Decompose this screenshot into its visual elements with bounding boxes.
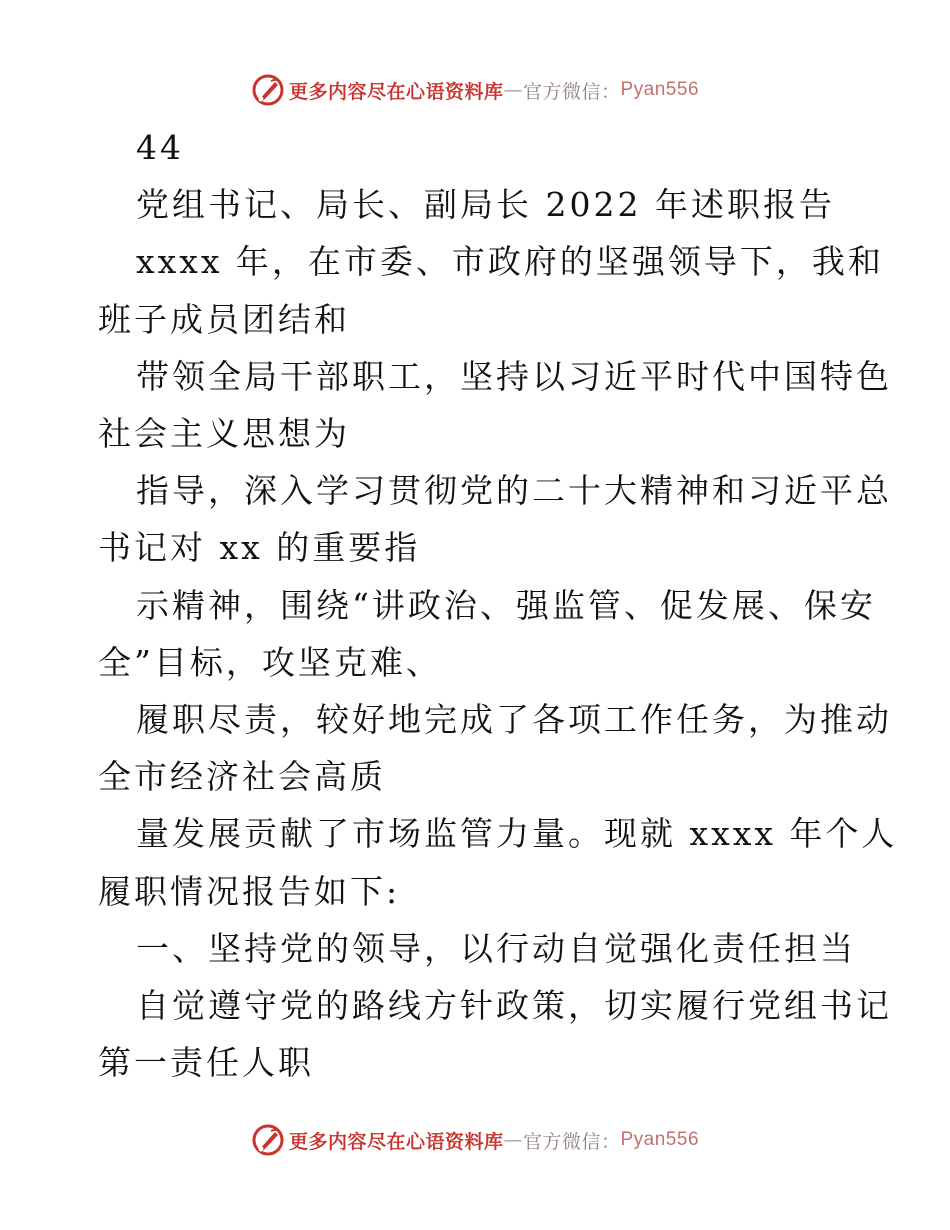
text-line: 党组书记、局长、副局长 2022 年述职报告 (136, 185, 835, 225)
text-line: 社会主义思想为 (98, 414, 350, 454)
separator: — (503, 1129, 523, 1151)
text-line: 自觉遵守党的路线方针政策，切实履行党组书记 (136, 986, 892, 1026)
text-line: 指导，深入学习贯彻党的二十大精神和习近平总 (136, 471, 892, 511)
text-line: 书记对 xx 的重要指 (98, 528, 421, 568)
wechat-id: Pyan556 (620, 79, 700, 100)
wechat-id: Pyan556 (620, 1129, 700, 1150)
wechat-label: 官方微信： (522, 1130, 621, 1153)
document-body (98, 119, 898, 1091)
promo-text: 更多内容尽在心语资料库 (288, 80, 504, 103)
text-line: 示精神，围绕“讲政治、强监管、促发展、保安 (136, 585, 876, 625)
text-line: xxxx 年，在市委、市政府的坚强领导下，我和 (136, 242, 884, 282)
text-line: 履职尽责，较好地完成了各项工作任务，为推动 (136, 700, 892, 740)
text-line: 全”目标，攻坚克难、 (98, 642, 442, 682)
text-line: 带领全局干部职工，坚持以习近平时代中国特色 (136, 356, 892, 396)
text-line: 第一责任人职 (98, 1043, 314, 1083)
text-line: 一、坚持党的领导，以行动自觉强化责任担当 (136, 928, 856, 968)
header-watermark (0, 70, 950, 110)
text-line: 44 (136, 128, 184, 167)
quill-logo-icon (251, 1123, 285, 1157)
footer-watermark (0, 1120, 950, 1160)
text-line: 班子成员团结和 (98, 299, 350, 339)
text-line: 履职情况报告如下: (98, 871, 401, 911)
promo-text: 更多内容尽在心语资料库 (288, 1130, 504, 1153)
text-line: 全市经济社会高质 (98, 757, 386, 797)
wechat-label: 官方微信： (522, 80, 621, 103)
text-line: 量发展贡献了市场监管力量。现就 xxxx 年个人 (136, 814, 898, 854)
separator: — (503, 79, 523, 101)
quill-logo-icon (251, 73, 285, 107)
